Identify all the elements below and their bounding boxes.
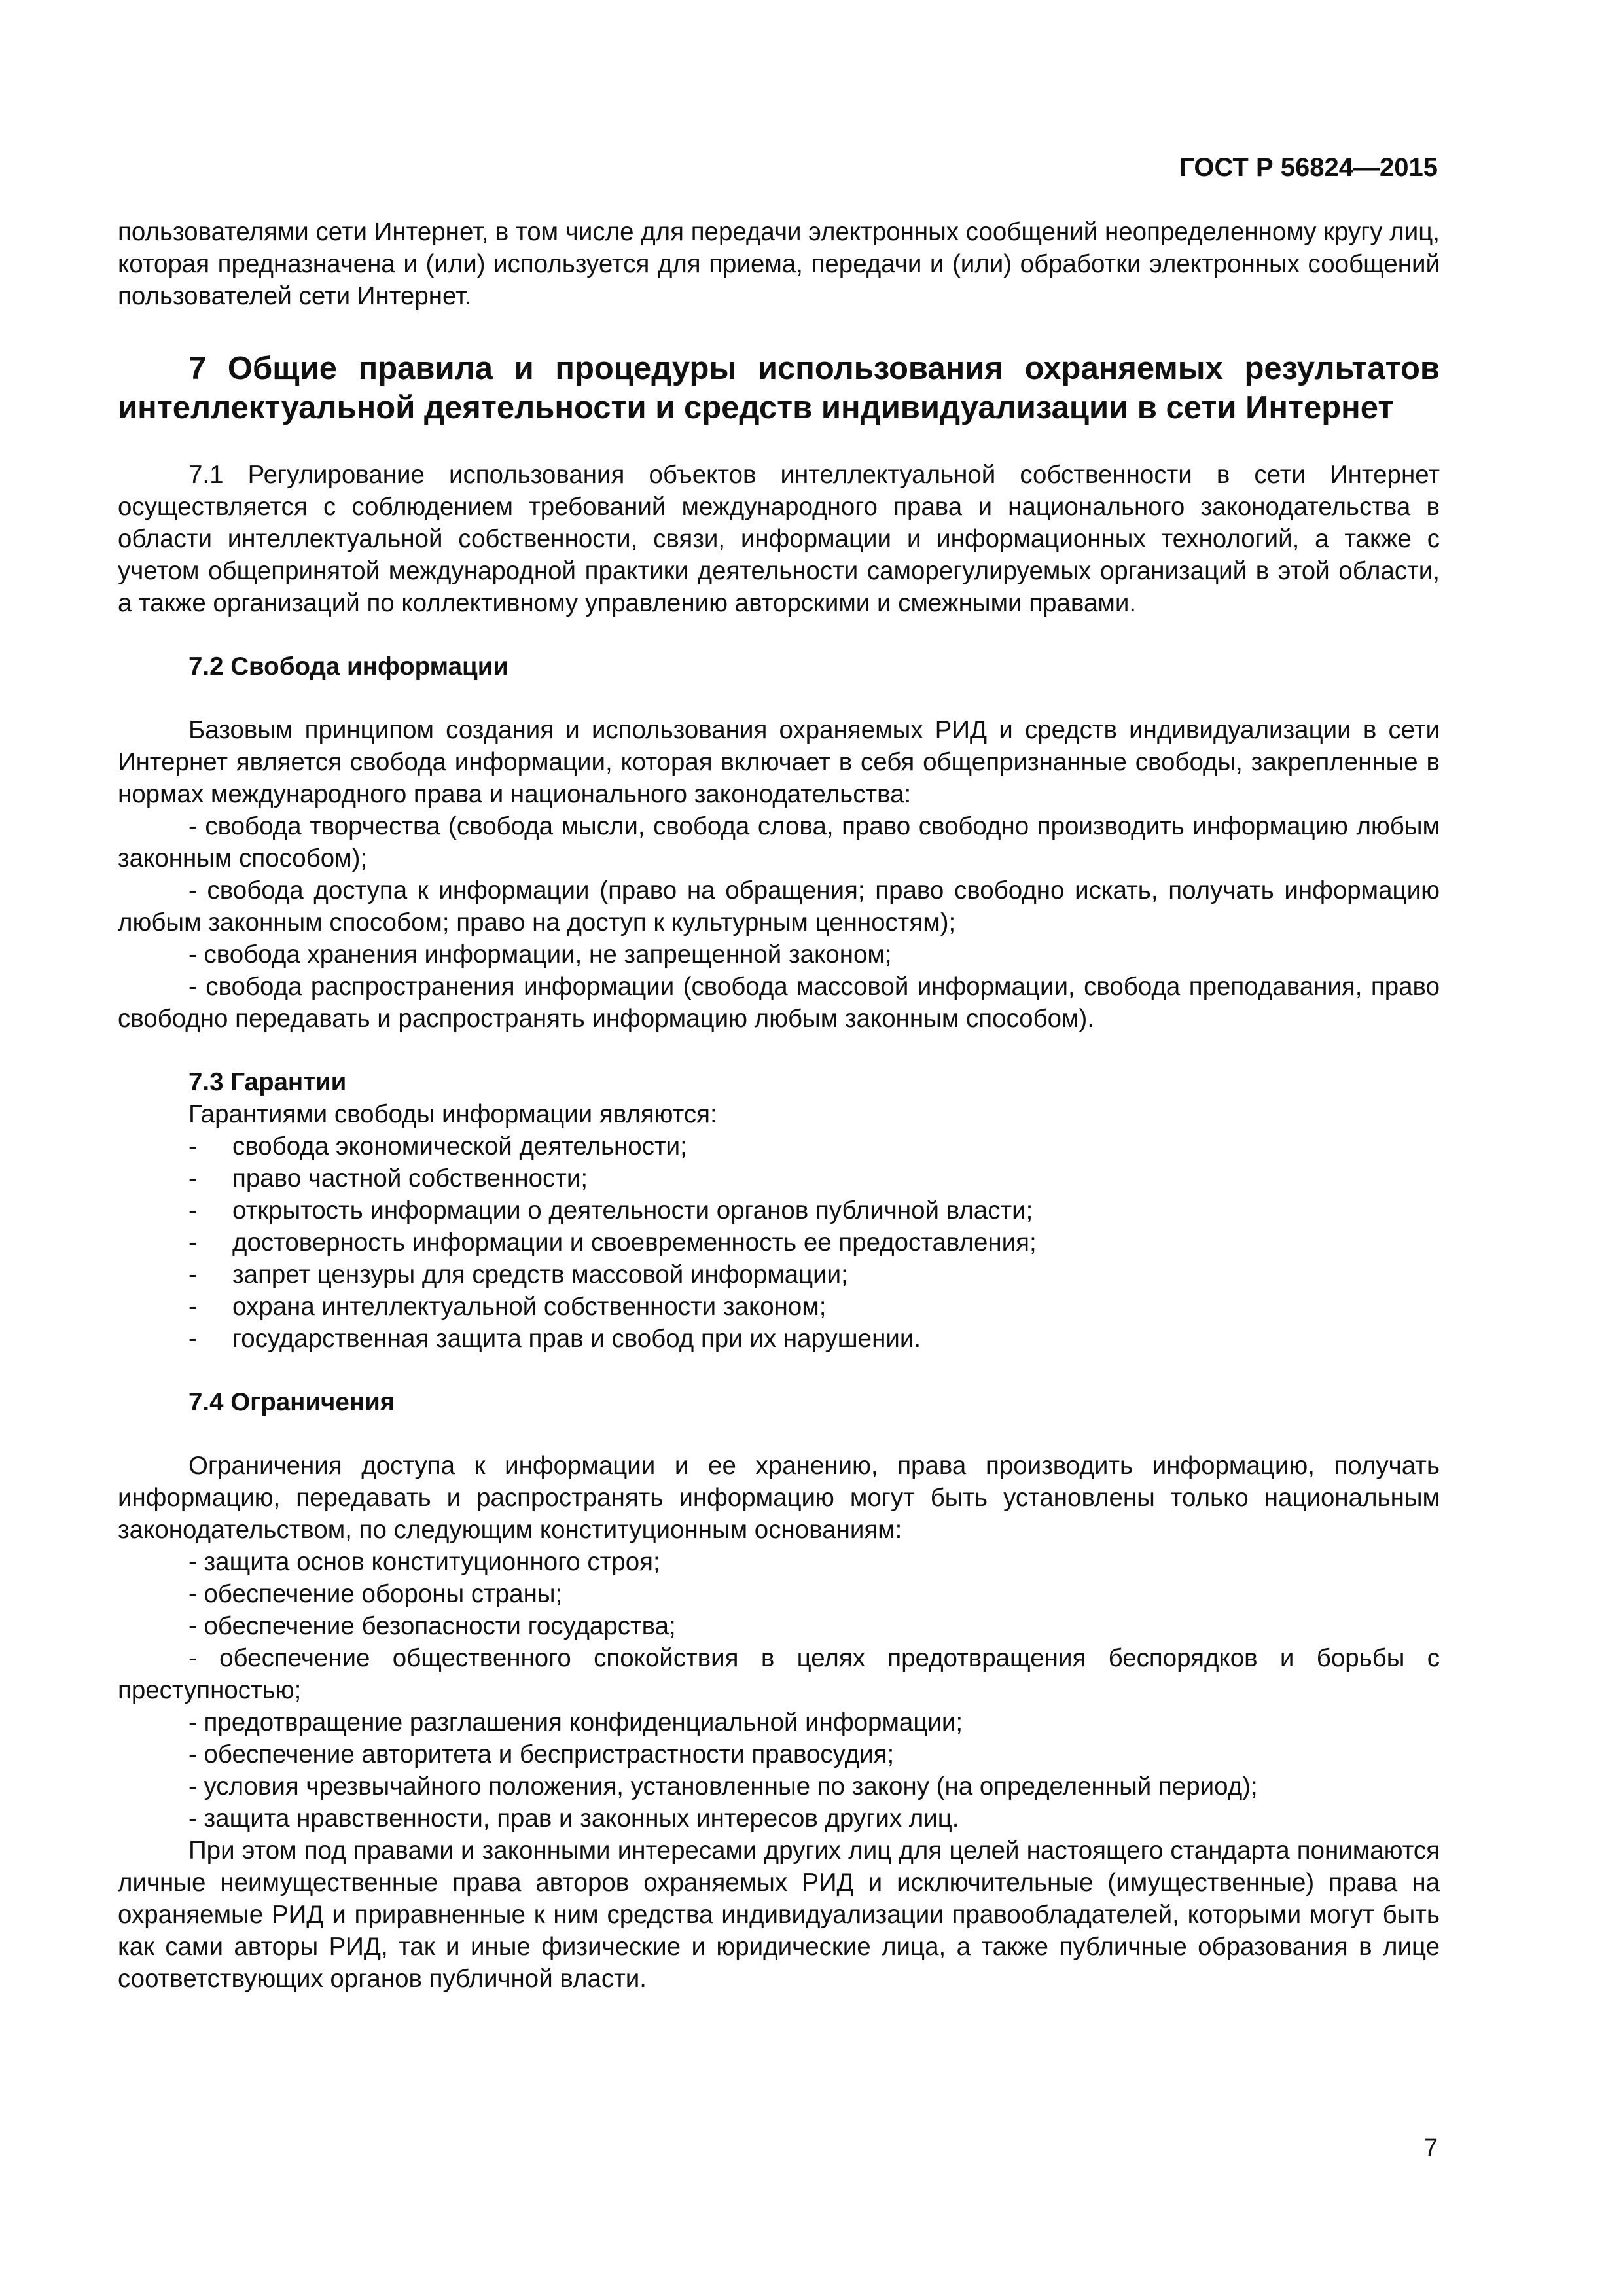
list-item: - открытость информации о деятельности органов публичной власти; bbox=[188, 1196, 1033, 1225]
section-7-2-intro: Базовым принципом создания и использования охраняемых РИД и средств индивидуализации в сети Интернет является свобода информации, которая включает в себя общепризнанные свободы, закрепленные в нормах международного права и национального законодательства: bbox=[118, 716, 1440, 808]
list-item: - свобода хранения информации, не запрещенной законом; bbox=[188, 941, 892, 969]
document-id-header: ГОСТ Р 56824—2015 bbox=[1179, 153, 1438, 182]
list-item: - свобода творчества (свобода мысли, свобода слова, право свободно производить информацию любым законным способом); bbox=[118, 812, 1440, 872]
list-item: - свобода распространения информации (свобода массовой информации, свобода преподавания, право свободно передавать и распространять информацию любым законным способом). bbox=[118, 973, 1440, 1033]
list-item: - обеспечение авторитета и беспристрастности правосудия; bbox=[188, 1740, 895, 1768]
list-item: - достоверность информации и своевременность ее предоставления; bbox=[188, 1229, 1037, 1257]
list-item: - свобода доступа к информации (право на обращения; право свободно искать, получать информацию любым законным способом; право на доступ к культурным ценностям); bbox=[118, 876, 1440, 937]
list-item: - предотвращение разглашения конфиденциальной информации; bbox=[188, 1708, 963, 1736]
section-7-4-intro: Ограничения доступа к информации и ее хранению, права производить информацию, получать информацию, передавать и распространять информацию могут быть установлены только национальным законодательством, по следующим конституционным основаниям: bbox=[118, 1452, 1440, 1544]
section-7-3-intro: Гарантиями свободы информации являются: bbox=[188, 1100, 717, 1128]
list-item: - обеспечение обороны страны; bbox=[188, 1580, 563, 1608]
list-item: - обеспечение общественного спокойствия в целях предотвращения беспорядков и борьбы с преступностью; bbox=[118, 1644, 1440, 1704]
list-item: - защита основ конституционного строя; bbox=[188, 1548, 660, 1576]
section-7-2-heading: 7.2 Свобода информации bbox=[188, 653, 509, 681]
paragraph-7-1: 7.1 Регулирование использования объектов интеллектуальной собственности в сети Интернет осуществляется с соблюдением требований международного права и национального законодательства в области интеллектуальной собственности, связи, информации и информационных технологий, а также с учетом общепринятой международной практики деятельности саморегулируемых организаций в этой области, а также организаций по коллективному управлению авторскими и смежными правами. bbox=[118, 461, 1440, 617]
section-7-3-heading: 7.3 Гарантии bbox=[188, 1068, 347, 1096]
list-item: - обеспечение безопасности государства; bbox=[188, 1612, 676, 1640]
list-item: - свобода экономической деятельности; bbox=[188, 1132, 687, 1160]
intro-paragraph: пользователями сети Интернет, в том числе для передачи электронных сообщений неопределенному кругу лиц, которая предназначена и (или) используется для приема, передачи и (или) обработки электронных сообщений пользователей сети Интернет. bbox=[118, 218, 1440, 310]
list-item: - охрана интеллектуальной собственности законом; bbox=[188, 1293, 827, 1321]
list-item: - запрет цензуры для средств массовой информации; bbox=[188, 1261, 848, 1289]
section-7-4-closing: При этом под правами и законными интересами других лиц для целей настоящего стандарта понимаются личные неимущественные права авторов охраняемых РИД и исключительные (имущественные) права на охраняемые РИД и приравненные к ним средства индивидуализации правообладателей, которыми могут быть как сами авторы РИД, так и иные физические и юридические лица, а также публичные образования в лице соответствующих органов публичной власти. bbox=[118, 1837, 1440, 1993]
page-number: 7 bbox=[1423, 2134, 1438, 2162]
list-item: - государственная защита прав и свобод при их нарушении. bbox=[188, 1325, 921, 1353]
section-7-4-heading: 7.4 Ограничения bbox=[188, 1388, 395, 1416]
list-item: - право частной собственности; bbox=[188, 1164, 588, 1193]
page-content bbox=[118, 216, 1440, 1995]
list-item: - защита нравственности, прав и законных интересов других лиц. bbox=[188, 1804, 959, 1833]
guarantees-list bbox=[118, 1130, 1440, 1355]
section-7-title: 7 Общие правила и процедуры использования охраняемых результатов интеллектуальной деятельности и средств индивидуализации в сети Интернет bbox=[118, 351, 1440, 425]
list-item: - условия чрезвычайного положения, установленные по закону (на определенный период); bbox=[188, 1772, 1258, 1801]
